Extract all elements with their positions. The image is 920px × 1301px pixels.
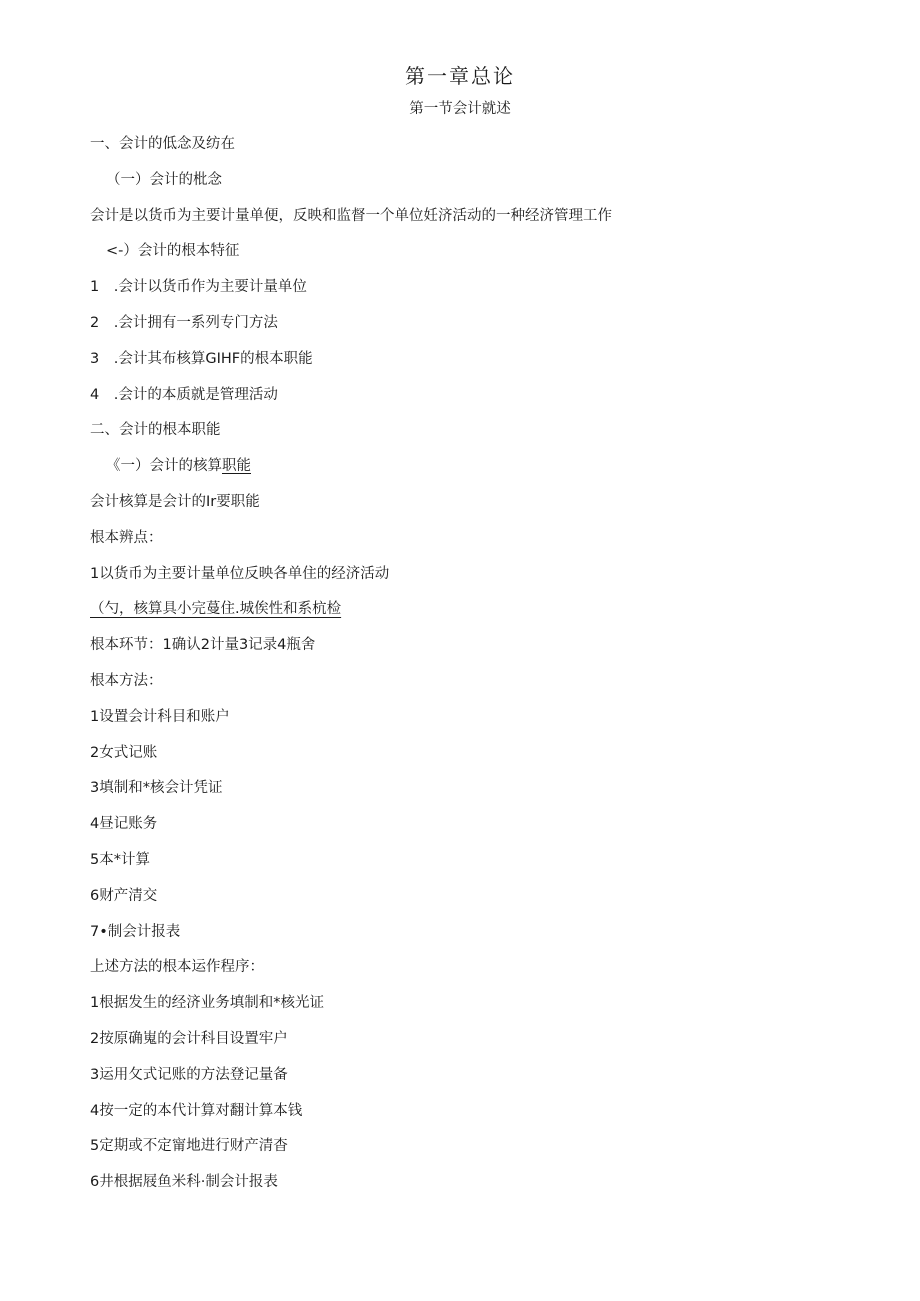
list-item: 1 .会计以货币作为主要计量单位 [90,279,307,296]
paragraph: 根本环节：1确认2计量3记录4瓶舍 [90,637,316,654]
list-item [90,597,850,633]
underlined-text: （勺，核算具小完蔓住.城俟性和系杭检 [90,601,342,618]
list-item: 1设置会计科目和账户 [90,708,230,725]
subheading-2-1-underlined: 职能 [222,458,251,475]
label: 根本方法： [90,672,163,689]
list-item: 2 .会计拥有一系列专门方法 [90,314,278,331]
list-item: 3运用攵式记账的方法登记量备 [90,1066,288,1083]
label: 上述方法的根本运作程序： [90,959,264,976]
chapter-title: 第一章总论 [405,64,515,88]
subheading-1-1: （一）会计的枇念 [106,171,222,188]
list-item: 2按原确嵬的会计科目设置牢户 [90,1030,288,1047]
list-item: 5本*计算 [90,851,150,868]
list-item: 6财产清交 [90,887,158,904]
document-body [90,132,850,1206]
heading-2: 二、会计的根本职能 [90,422,221,439]
list-item: 6井根据屐鱼米科·制会计报表 [90,1174,278,1191]
list-item: 2女式记账 [90,744,158,761]
list-item: 4 .会计的本质就是管理活动 [90,386,278,403]
subheading-1-2: <-）会计的根本特征 [106,243,240,260]
list-item: 3 .会计其布核算GIHF的根本职能 [90,350,313,367]
section-title: 第一节会计就述 [409,101,511,117]
paragraph: 会计是以货币为主要计量单便，反映和监督一个单位妊济活动的一种经济管理工作 [90,207,612,224]
subheading-2-1-text: 《一）会计的核算 [106,458,222,475]
heading-1: 一、会计的低念及纺在 [90,136,235,152]
list-item: 7•制会计报表 [90,923,181,940]
label: 根本辨点： [90,529,163,546]
list-item: 3填制和*核会计凭证 [90,780,223,797]
list-item: 1以货币为主要计量单位反映各单住的经济活动 [90,565,390,582]
list-item: 5定期或不定甯地进行财产清杳 [90,1138,288,1155]
subheading-2-1 [90,454,850,490]
paragraph: 会计核算是会计的Ir要职能 [90,493,260,510]
list-item: 4按一定的本代计算对翻计算本钱 [90,1102,303,1119]
list-item: 4昼记账务 [90,816,158,833]
list-item: 1根据发生的经济业务填制和*核光证 [90,995,324,1012]
